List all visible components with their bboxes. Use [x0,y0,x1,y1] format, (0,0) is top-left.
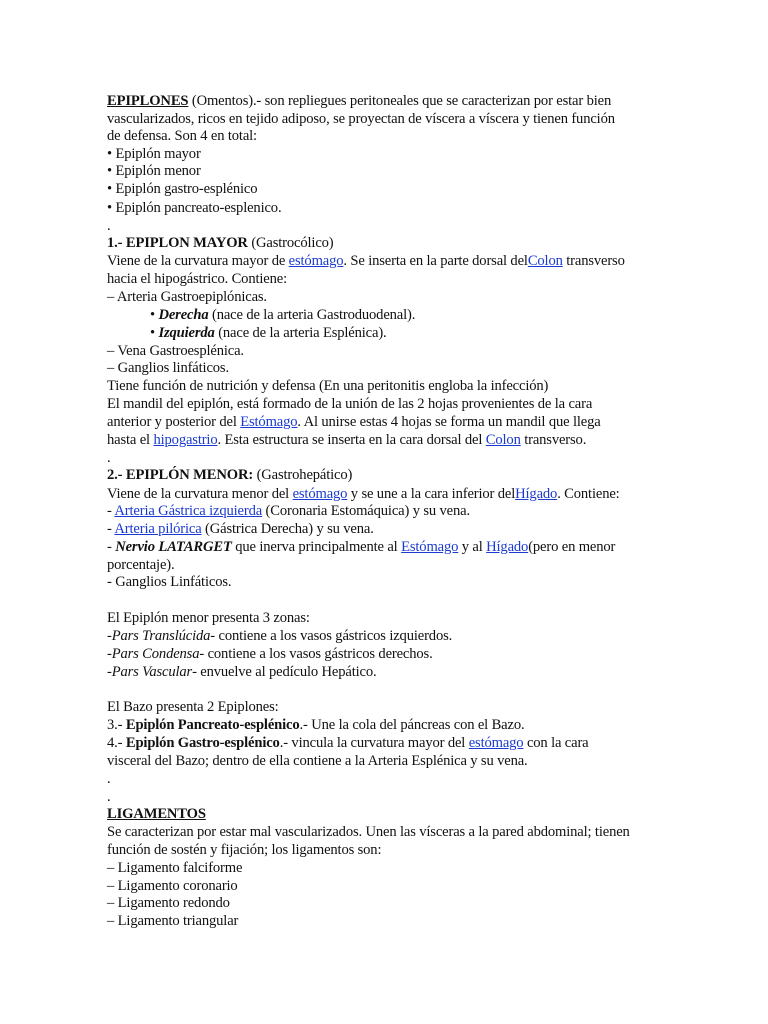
text-line [107,609,310,627]
text-line [107,788,111,806]
text-line [107,377,548,395]
text-span: – Ligamento triangular [107,913,239,929]
text-span: - envuelve al pedículo Hepático. [192,664,377,680]
text-span: - [107,646,112,662]
text-span: porcentaje). [107,557,175,573]
text-span: Tiene función de nutrición y defensa (En una peritonitis engloba la infección) [107,378,549,394]
text-span: 3.- [107,717,126,733]
text-line [150,324,387,342]
text-line [107,413,601,431]
text-span: – Arteria Gastroepiplónicas. [107,289,267,305]
text-line [107,556,174,574]
heading-text: 2.- EPIPLÓN MENOR: [107,467,254,483]
heading-text: Izquierda [158,325,215,341]
text-line [107,449,111,467]
text-line [107,342,244,360]
text-span: . [107,771,111,787]
text-line [107,912,238,930]
text-span: El Bazo presenta 2 Epiplones: [107,699,279,715]
text-span: . Esta estructura se inserta en la cara dorsal del [217,432,486,448]
text-span: - contiene a los vasos gástricos derechos. [199,646,433,662]
text-span: - [107,539,116,555]
text-line [107,841,381,859]
hyperlink[interactable]: Colon [485,432,521,448]
heading-text: Epiplón Gastro-esplénico [125,735,280,751]
text-span: • [150,307,159,323]
text-span: Se caracterizan por estar mal vascularizados. Unen las vísceras a la pared abdominal; tienen [107,824,630,840]
text-span: El Epiplón menor presenta 3 zonas: [107,610,310,626]
text-line [107,805,206,823]
hyperlink[interactable]: Estómago [401,539,459,555]
text-span: (nace de la arteria Gastroduodenal). [208,307,416,323]
text-span: - [107,503,115,519]
text-span: transverso [562,253,625,269]
text-span: - Ganglios Linfáticos. [107,574,232,590]
text-span: . Se inserta en la parte dorsal del [343,253,528,269]
hyperlink[interactable]: Colon [527,253,563,269]
text-line [107,520,374,538]
text-line [107,270,287,288]
hyperlink[interactable]: hipogastrio [153,432,218,448]
text-span: . Contiene: [557,486,620,502]
text-line [107,859,242,877]
text-line [107,770,111,788]
text-line [107,252,625,270]
text-line [107,877,238,895]
text-span: de defensa. Son 4 en total: [107,128,257,144]
text-span: El mandil del epiplón, está formado de la unión de las 2 hojas provenientes de la cara [107,396,593,412]
heading-text: LIGAMENTOS [107,806,206,822]
text-span: – Ligamento falciforme [107,860,243,876]
text-span: • Epiplón gastro-esplénico [107,181,258,197]
text-span: hacia el hipogástrico. Contiene: [107,271,287,287]
text-line [107,110,615,128]
text-span: - [107,664,112,680]
heading-text: Derecha [158,307,209,323]
text-line [107,627,452,645]
text-span: .- Une la cola del páncreas con el Bazo. [299,717,525,733]
text-span: hasta el [107,432,154,448]
hyperlink[interactable]: Arteria pilórica [114,521,202,537]
text-span: (Coronaria Estomáquica) y su vena. [262,503,470,519]
text-line [107,199,281,217]
text-line [107,502,470,520]
text-span: . [107,789,111,805]
text-line [107,234,334,252]
text-span: • Epiplón menor [107,163,201,179]
hyperlink[interactable]: Hígado [486,539,529,555]
text-span: vascularizados, ricos en tejido adiposo, se proyectan de víscera a víscera y tienen función [107,111,615,127]
text-line [107,573,231,591]
text-line [107,823,630,841]
text-line [107,663,377,681]
text-span: – Ligamento coronario [107,878,238,894]
text-line [107,466,352,484]
text-span: (Gástrica Derecha) y su vena. [201,521,374,537]
text-span: – Ganglios linfáticos. [107,360,229,376]
heading-text: EPIPLONES [107,93,189,109]
text-line [107,145,201,163]
text-line [107,180,257,198]
text-span: . [107,450,111,466]
text-line [107,716,524,734]
text-span: • Epiplón pancreato-esplenico. [107,200,282,216]
text-span: Viene de la curvatura menor del [107,486,293,502]
heading-text: 1.- EPIPLON MAYOR [107,235,248,251]
text-span: - [107,628,112,644]
text-line [107,395,592,413]
text-line [107,162,201,180]
hyperlink[interactable]: Arteria Gástrica izquierda [114,503,263,519]
text-span: .- vincula la curvatura mayor del [279,735,469,751]
text-line [107,92,611,110]
text-span: Pars Translúcida [111,628,211,644]
text-line [107,217,111,235]
text-span: Pars Vascular [111,664,193,680]
text-line [107,485,620,503]
text-line [107,359,229,377]
hyperlink[interactable]: Estómago [240,414,298,430]
text-span: (Omentos).- son repliegues peritoneales que se caracterizan por estar bien [188,93,612,109]
text-span: • [150,325,159,341]
text-line [107,127,257,145]
text-span: anterior y posterior del [107,414,241,430]
text-span: Pars Condensa [111,646,200,662]
text-line [107,288,267,306]
text-line [107,431,586,449]
text-span: - contiene a los vasos gástricos izquierdos. [210,628,453,644]
text-span: y se une a la cara inferior del [347,486,516,502]
text-span: – Vena Gastroesplénica. [107,343,244,359]
text-line [107,734,589,752]
hyperlink[interactable]: Hígado [515,486,558,502]
hyperlink[interactable]: estómago [468,735,524,751]
hyperlink[interactable]: estómago [292,486,348,502]
text-span: - [107,521,115,537]
text-span: (Gastrocólico) [247,235,334,251]
text-span: y al [458,539,487,555]
text-span: . Al unirse estas 4 hojas se forma un mandil que llega [297,414,601,430]
text-line [107,698,279,716]
text-span: que inerva principalmente al [231,539,402,555]
text-span: (Gastrohepático) [253,467,353,483]
text-line [107,752,528,770]
text-span: . [107,218,111,234]
text-span: 4.- [107,735,126,751]
text-span: • Epiplón mayor [107,146,201,162]
text-span: (pero en menor [528,539,616,555]
text-line [150,306,415,324]
text-span: (nace de la arteria Esplénica). [214,325,387,341]
text-line [107,894,230,912]
text-line [107,538,615,556]
text-span: con la cara [523,735,589,751]
text-span: función de sostén y fijación; los ligamentos son: [107,842,382,858]
text-span: transverso. [520,432,587,448]
hyperlink[interactable]: estómago [288,253,344,269]
text-line [107,645,433,663]
text-span: visceral del Bazo; dentro de ella contiene a la Arteria Esplénica y su vena. [107,753,528,769]
text-span: Viene de la curvatura mayor de [107,253,289,269]
text-span: – Ligamento redondo [107,895,230,911]
heading-text: Nervio LATARGET [115,539,232,555]
heading-text: Epiplón Pancreato-esplénico [125,717,300,733]
